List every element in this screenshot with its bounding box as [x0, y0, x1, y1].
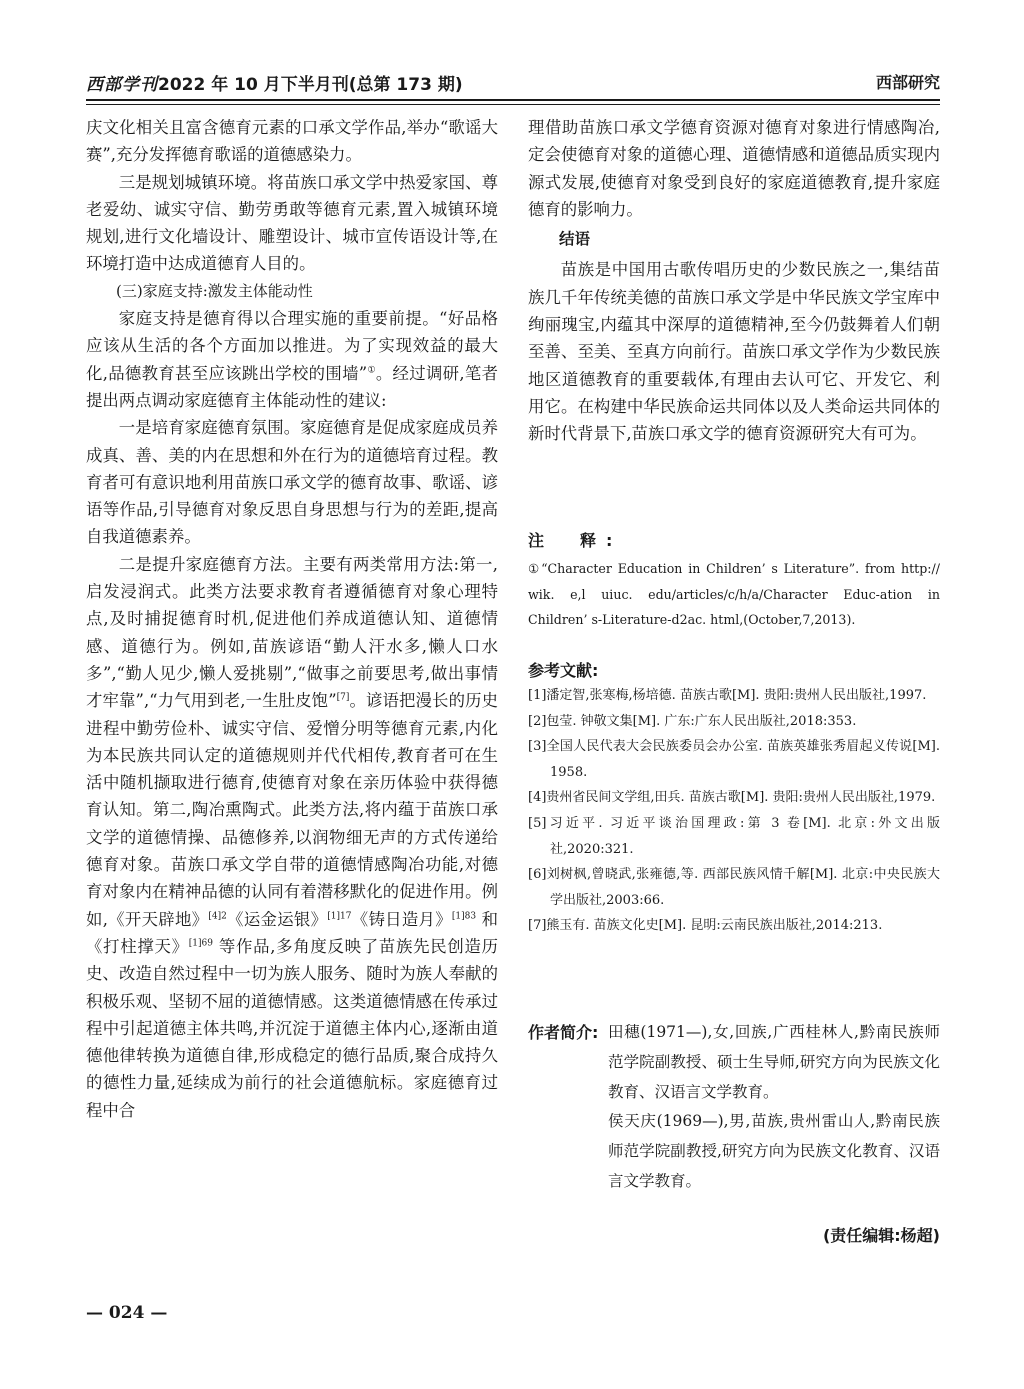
citation-marker[interactable]: [7] — [336, 692, 350, 703]
paragraph: 苗族是中国用古歌传唱历史的少数民族之一,集结苗族几千年传统美德的苗族口承文学是中华民族文学宝库中绚丽瑰宝,内蕴其中深厚的道德精神,至今仍鼓舞着人们朝至善、至美、至真方向前行。苗族口承文学作为少数民族地区道德教育的重要载体,有理由去认可它、开发它、利用它。在构建中华民族命运共同体以及人类命运共同体的新时代背景下,苗族口承文学的德育资源研究大有可为。 — [528, 260, 940, 444]
reference-item: [2]包莹. 钟敬文集[M]. 广东:广东人民出版社,2018:353. — [528, 713, 857, 729]
citation-marker[interactable]: [4]2 — [208, 911, 227, 922]
author-label: 作者简介: — [528, 1023, 599, 1042]
citation-marker[interactable]: [1]17 — [327, 911, 352, 922]
reference-item: [1]潘定智,张寒梅,杨培德. 苗族古歌[M]. 贵阳:贵州人民出版社,1997. — [528, 688, 927, 703]
page-header — [86, 70, 940, 100]
page-number: — 024 — — [86, 1303, 168, 1323]
footnote-marker[interactable]: ① — [367, 365, 376, 376]
reference-item: [7]熊玉有. 苗族文化史[M]. 昆明:云南民族出版社,2014:213. — [528, 918, 883, 934]
paragraph: 庆文化相关且富含德育元素的口承文学作品,举办“歌谣大赛”,充分发挥德育歌谣的道德感染力。 — [86, 118, 498, 165]
header-rule — [86, 99, 940, 101]
author-bio: 侯天庆(1969—),男,苗族,贵州雷山人,黔南民族师范学院副教授,研究方向为民族文化教育、汉语言文学教育。 — [608, 1112, 940, 1190]
author-bio: 田穗(1971—),女,回族,广西桂林人,黔南民族师范学院副教授、硕士生导师,研究方向为民族文化教育、汉语言文学教育。 — [608, 1023, 940, 1101]
paragraph: 理借助苗族口承文学德育资源对德育对象进行情感陶冶,定会使德育对象的道德心理、道德情感和道德品质实现内源式发展,使德育对象受到良好的家庭道德教育,提升家庭德育的影响力。 — [528, 118, 940, 219]
paragraph: 家庭支持是德育得以合理实施的重要前提。“好品格应该从生活的各个方面加以推进。为了实现效益的最大化,品德教育甚至应该跳出学校的围墙”①。经过调研,笔者提出两点调动家庭德育主体能动性的建议: — [86, 309, 498, 410]
left-column — [86, 114, 498, 1124]
responsible-editor: (责任编辑:杨超) — [822, 1226, 940, 1245]
reference-item: [4]贵州省民间文学组,田兵. 苗族古歌[M]. 贵阳:贵州人民出版社,1979. — [528, 790, 936, 806]
reference-item: [5]习近平. 习近平谈治国理政:第 3 卷[M]. 北京:外文出版社,2020:321. — [528, 815, 940, 857]
conclusion-heading: 结语 — [559, 230, 591, 249]
citation-marker[interactable]: [1]83 — [451, 911, 477, 922]
paragraph: 二是提升家庭德育方法。主要有两类常用方法:第一,启发浸润式。此类方法要求教育者遵循德育对象心理特点,及时捕捉德育时机,促进他们养成道德认知、道德情感、道德行为。例如,苗族谚语“勤人汗水多,懒人口水多”,“勤人见少,懒人爱挑剔”,“做事之前要思考,做出事情才牢靠”,“力气用到老,一生肚皮饱”[7]。谚语把漫长的历史进程中勤劳俭朴、诚实守信、爱憎分明等德育元素,内化为本民族共同认定的道德规则并代代相传,教育者可在生活中随机撷取进行德育,使德育对象在亲历体验中获得德育认知。第二,陶冶熏陶式。此类方法,将内蕴于苗族口承文学的道德情操、品德修养,以润物细无声的方式传递给德育对象。苗族口承文学自带的道德情感陶冶功能,对德育对象内在精神品德的认同有着潜移默化的促进作用。例如,《开天辟地》$^{[4]2}$《运金运银》$^{[1]17}$《铸日造月》$^{[1]83}$ 和 《打柱撑天》$^{[1]69}$ 等作品,多角度反映了苗族先民创造历史、改造自然过程中一切为族人服务、随时为族人奉献的积极乐观、坚韧不屈的道德情感。这类道德情感在传承过程中引起道德主体共鸣,并沉淀于道德主体内心,逐渐由道德他律转换为道德自律,形成稳定的德行品质,聚合成持久的德性力量,延续成为前行的社会道德航标。家庭德育过程中合 — [86, 554, 499, 1120]
journal-logo: 西部学刊 — [86, 75, 158, 95]
notes-heading: 注 释: — [528, 531, 623, 550]
paragraph: 三是规划城镇环境。将苗族口承文学中热爱家国、尊老爱幼、诚实守信、勤劳勇敢等德育元素,置入城镇环境规划,进行文化墙设计、雕塑设计、城市宣传语设计等,在环境打造中达成道德育人目的。 — [86, 172, 498, 274]
paragraph: 一是培育家庭德育氛围。家庭德育是促成家庭成员养成真、善、美的内在思想和外在行为的道德培育过程。教育者可有意识地利用苗族口承文学的德育故事、歌谣、谚语等作品,引导德育对象反思自身思想与行为的差距,提高自我道德素养。 — [86, 418, 498, 547]
reference-item: [6]刘树枫,曾晓武,张雍德,等. 西部民族风情千解[M]. 北京:中央民族大学出版社,2003:66. — [528, 867, 940, 908]
section-title: 西部研究 — [875, 73, 940, 92]
subsection-heading: (三)家庭支持:激发主体能动性 — [116, 281, 313, 300]
footnote: ①“Character Education in Children’ s Literature”. from http:// wik. e,l uiuc. edu/articles/c/h/a/Character Educ-ation in Children’ s-Literature-d2ac. html,(October,7,2013). — [528, 561, 940, 627]
citation-marker[interactable]: [1]69 — [188, 938, 213, 949]
author-info — [528, 1018, 940, 1197]
header-rule-thin — [86, 104, 940, 105]
references-heading: 参考文献: — [528, 661, 599, 680]
reference-item: [3]全国人民代表大会民族委员会办公室. 苗族英雄张秀眉起义传说[M]. 1958. — [528, 739, 940, 780]
issue-info: 2022 年 10 月下半月刊(总第 173 期) — [158, 75, 463, 95]
right-column — [528, 114, 940, 448]
reference-list — [528, 683, 940, 939]
journal-issue — [86, 70, 463, 95]
